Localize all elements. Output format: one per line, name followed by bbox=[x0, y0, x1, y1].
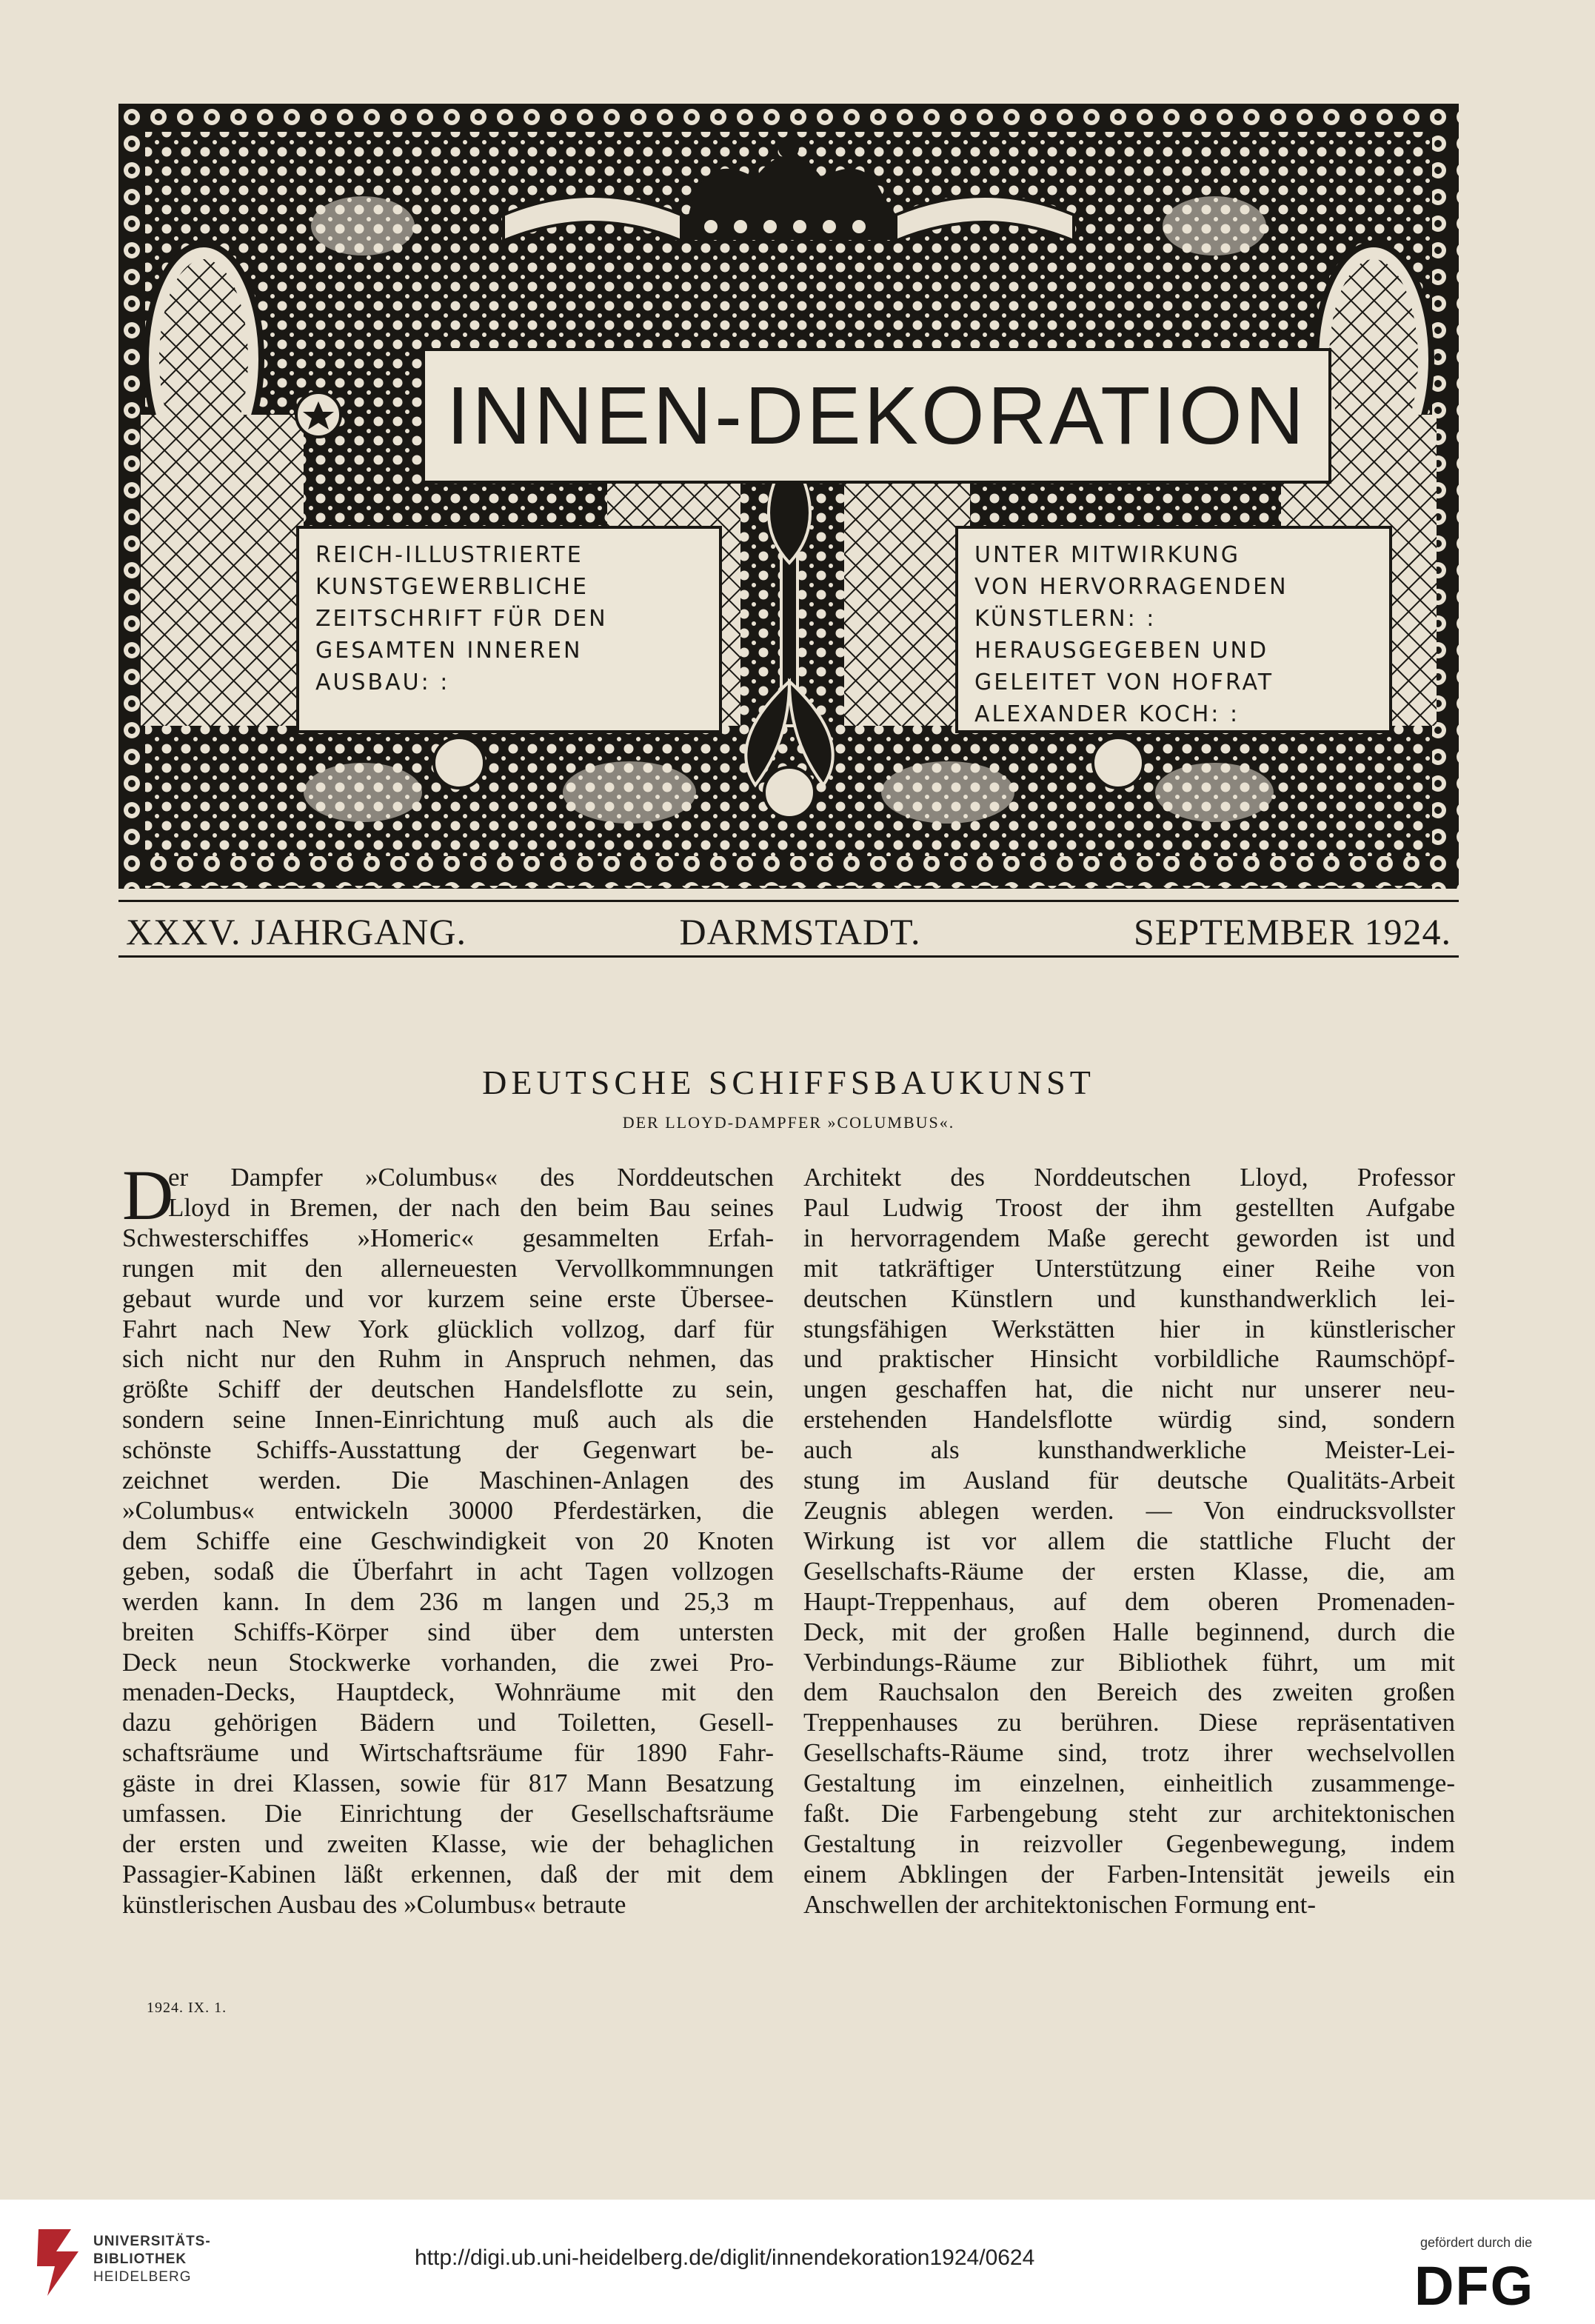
editor-line: UNTER MITWIRKUNG bbox=[974, 542, 1240, 568]
article-line: Wirkung ist vor allem die stattliche Flucht der bbox=[803, 1526, 1455, 1555]
article-line: Deck, mit der großen Halle beginnend, durch die bbox=[803, 1617, 1455, 1646]
editor-line: VON HERVORRAGENDEN bbox=[974, 574, 1288, 600]
ub-heidelberg-logo-icon bbox=[33, 2222, 84, 2303]
article-line: künstlerischen Ausbau des »Columbus« betraute bbox=[122, 1889, 626, 1919]
article-line: Deck neun Stockwerke vorhanden, die zwei Pro- bbox=[122, 1647, 774, 1677]
article-line: werden kann. In dem 236 m langen und 25,3 m bbox=[122, 1586, 774, 1616]
folio: 1924. IX. 1. bbox=[147, 2000, 227, 2016]
article-line: geben, sodaß die Überfahrt in acht Tagen vollzogen bbox=[122, 1556, 774, 1586]
article-subhead: DER LLOYD-DAMPFER »COLUMBUS«. bbox=[622, 1113, 955, 1132]
article-line: Treppenhauses zu berühren. Diese repräsentativen bbox=[803, 1708, 1455, 1737]
article-line: Paul Ludwig Troost der ihm gestellten Aufgabe bbox=[803, 1192, 1455, 1222]
article-line: gebaut wurde und vor kurzem seine erste Übersee- bbox=[122, 1283, 774, 1313]
subtitle-panel-right bbox=[955, 526, 1392, 733]
date-label: SEPTEMBER 1924. bbox=[1134, 911, 1451, 952]
issue-info-line bbox=[126, 909, 1451, 954]
article-line: erstehenden Handelsflotte würdig sind, sondern bbox=[803, 1405, 1455, 1435]
article-line: Gesellschafts-Räume sind, trotz ihrer wechselvollen bbox=[803, 1738, 1455, 1768]
title-panel bbox=[422, 348, 1331, 484]
footer-bar bbox=[0, 2200, 1595, 2324]
article-line: Zeugnis ablegen werden. — Von eindrucksvollster bbox=[803, 1495, 1455, 1525]
subtitle-line: AUSBAU: : bbox=[315, 670, 450, 695]
article-line: Verbindungs-Räume zur Bibliothek führt, um mit bbox=[803, 1647, 1455, 1677]
article-line: Gestaltung im einzelnen, einheitlich zusammenge- bbox=[803, 1769, 1455, 1798]
place-label: DARMSTADT. bbox=[679, 911, 921, 952]
article-line: breiten Schiffs-Körper sind über dem untersten bbox=[122, 1617, 774, 1646]
rule-bottom bbox=[118, 955, 1459, 958]
article-line: mit tatkräftiger Unterstützung einer Reihe von bbox=[803, 1253, 1455, 1283]
article-line: dem Rauchsalon den Bereich des zweiten großen bbox=[803, 1677, 1455, 1707]
article-line: sich nicht nur den Ruhm in Anspruch nehmen, das bbox=[122, 1344, 774, 1374]
library-line: UNIVERSITÄTS- bbox=[93, 2234, 211, 2249]
editor-line: ALEXANDER KOCH: : bbox=[974, 701, 1240, 727]
article-line: umfassen. Die Einrichtung der Gesellschaftsräume bbox=[122, 1799, 774, 1829]
article-line: »Columbus« entwickeln 30000 Pferdestärken, die bbox=[122, 1495, 774, 1525]
subtitle-line: ZEITSCHRIFT FÜR DEN bbox=[315, 606, 608, 632]
library-line: BIBLIOTHEK bbox=[93, 2251, 187, 2267]
article-column-right bbox=[803, 1163, 1455, 1920]
article-line: dazu gehörigen Bädern und Toiletten, Gesell- bbox=[122, 1708, 774, 1737]
article-line: schönste Schiffs-Ausstattung der Gegenwart be- bbox=[122, 1435, 774, 1465]
article-line: Passagier-Kabinen läßt erkennen, daß der mit dem bbox=[122, 1859, 774, 1889]
article-line: rungen mit den allerneuesten Vervollkommnungen bbox=[122, 1253, 774, 1283]
lace-ornament-icon bbox=[118, 104, 1459, 889]
volume-label: XXXV. JAHRGANG. bbox=[126, 911, 467, 952]
article-line: der ersten und zweiten Klasse, wie der behaglichen bbox=[122, 1829, 774, 1858]
subtitle-line: KUNSTGEWERBLICHE bbox=[315, 574, 589, 600]
article-line: Haupt-Treppenhaus, auf dem oberen Promenaden- bbox=[803, 1586, 1455, 1616]
subtitle-panel-left bbox=[296, 526, 722, 733]
article-line: Architekt des Norddeutschen Lloyd, Professor bbox=[803, 1163, 1455, 1192]
source-url-link[interactable]: http://digi.ub.uni-heidelberg.de/diglit/innendekoration1924/0624 bbox=[415, 2245, 1035, 2270]
article-line: Anschwellen der architektonischen Formung ent- bbox=[803, 1889, 1317, 1919]
editor-line: HERAUSGEGEBEN UND bbox=[974, 638, 1269, 664]
article-line: dem Schiffe eine Geschwindigkeit von 20 Knoten bbox=[122, 1526, 774, 1555]
drop-cap: D bbox=[122, 1155, 174, 1235]
article-line: einem Abklingen der Farben-Intensität jeweils ein bbox=[803, 1859, 1455, 1889]
article-line: und praktischer Hinsicht vorbildliche Raumschöpf- bbox=[803, 1344, 1455, 1374]
rule-top bbox=[118, 900, 1459, 902]
article-line: Lloyd in Bremen, der nach den beim Bau seines bbox=[168, 1192, 774, 1222]
article-line: gäste in drei Klassen, sowie für 817 Mann Besatzung bbox=[122, 1769, 774, 1798]
article-line: stung im Ausland für deutsche Qualitäts-Arbeit bbox=[803, 1466, 1455, 1495]
article-line: menaden-Decks, Hauptdeck, Wohnräume mit den bbox=[122, 1677, 774, 1707]
article-line: schaftsräume und Wirtschaftsräume für 1890 Fahr- bbox=[122, 1738, 774, 1768]
article-line: Fahrt nach New York glücklich vollzog, darf für bbox=[122, 1314, 774, 1343]
article-line: sondern seine Innen-Einrichtung muß auch als die bbox=[122, 1405, 774, 1435]
article-headline: DEUTSCHE SCHIFFSBAUKUNST bbox=[482, 1064, 1095, 1101]
article-line: größte Schiff der deutschen Handelsflotte zu sein, bbox=[122, 1375, 774, 1404]
sponsor-caption: gefördert durch die bbox=[1420, 2235, 1533, 2250]
article-line: deutschen Künstlern und kunsthandwerklich lei- bbox=[803, 1283, 1455, 1313]
article-line: Schwesterschiffes »Homeric« gesammelten Erfah- bbox=[122, 1223, 774, 1252]
article-line: er Dampfer »Columbus« des Norddeutschen bbox=[168, 1163, 774, 1192]
article-line: Gesellschafts-Räume der ersten Klasse, die, am bbox=[803, 1556, 1455, 1586]
article-line: faßt. Die Farbengebung steht zur architektonischen bbox=[803, 1799, 1455, 1829]
subtitle-line: REICH-ILLUSTRIERTE bbox=[315, 542, 584, 568]
article-column-left bbox=[122, 1155, 774, 1920]
editor-line: KÜNSTLERN: : bbox=[974, 606, 1157, 632]
article-line: ungen geschaffen hat, die nicht nur unserer neu- bbox=[803, 1375, 1455, 1404]
article-line: stungsfähigen Werkstätten hier in künstlerischer bbox=[803, 1314, 1455, 1343]
library-line: HEIDELBERG bbox=[93, 2269, 192, 2285]
dfg-logo: DFG bbox=[1414, 2255, 1535, 2317]
article-line: in hervorragendem Maße gerecht geworden ist und bbox=[803, 1223, 1455, 1252]
magazine-title: INNEN-DEKORATION bbox=[446, 370, 1307, 461]
subtitle-line: GESAMTEN INNEREN bbox=[315, 638, 583, 664]
library-name bbox=[93, 2233, 211, 2286]
masthead-ornament bbox=[118, 104, 1459, 889]
article-line: zeichnet werden. Die Maschinen-Anlagen des bbox=[122, 1466, 774, 1495]
editor-line: GELEITET VON HOFRAT bbox=[974, 670, 1274, 695]
article-line: auch als kunsthandwerkliche Meister-Lei- bbox=[803, 1435, 1455, 1465]
article-line: Gestaltung in reizvoller Gegenbewegung, indem bbox=[803, 1829, 1455, 1858]
